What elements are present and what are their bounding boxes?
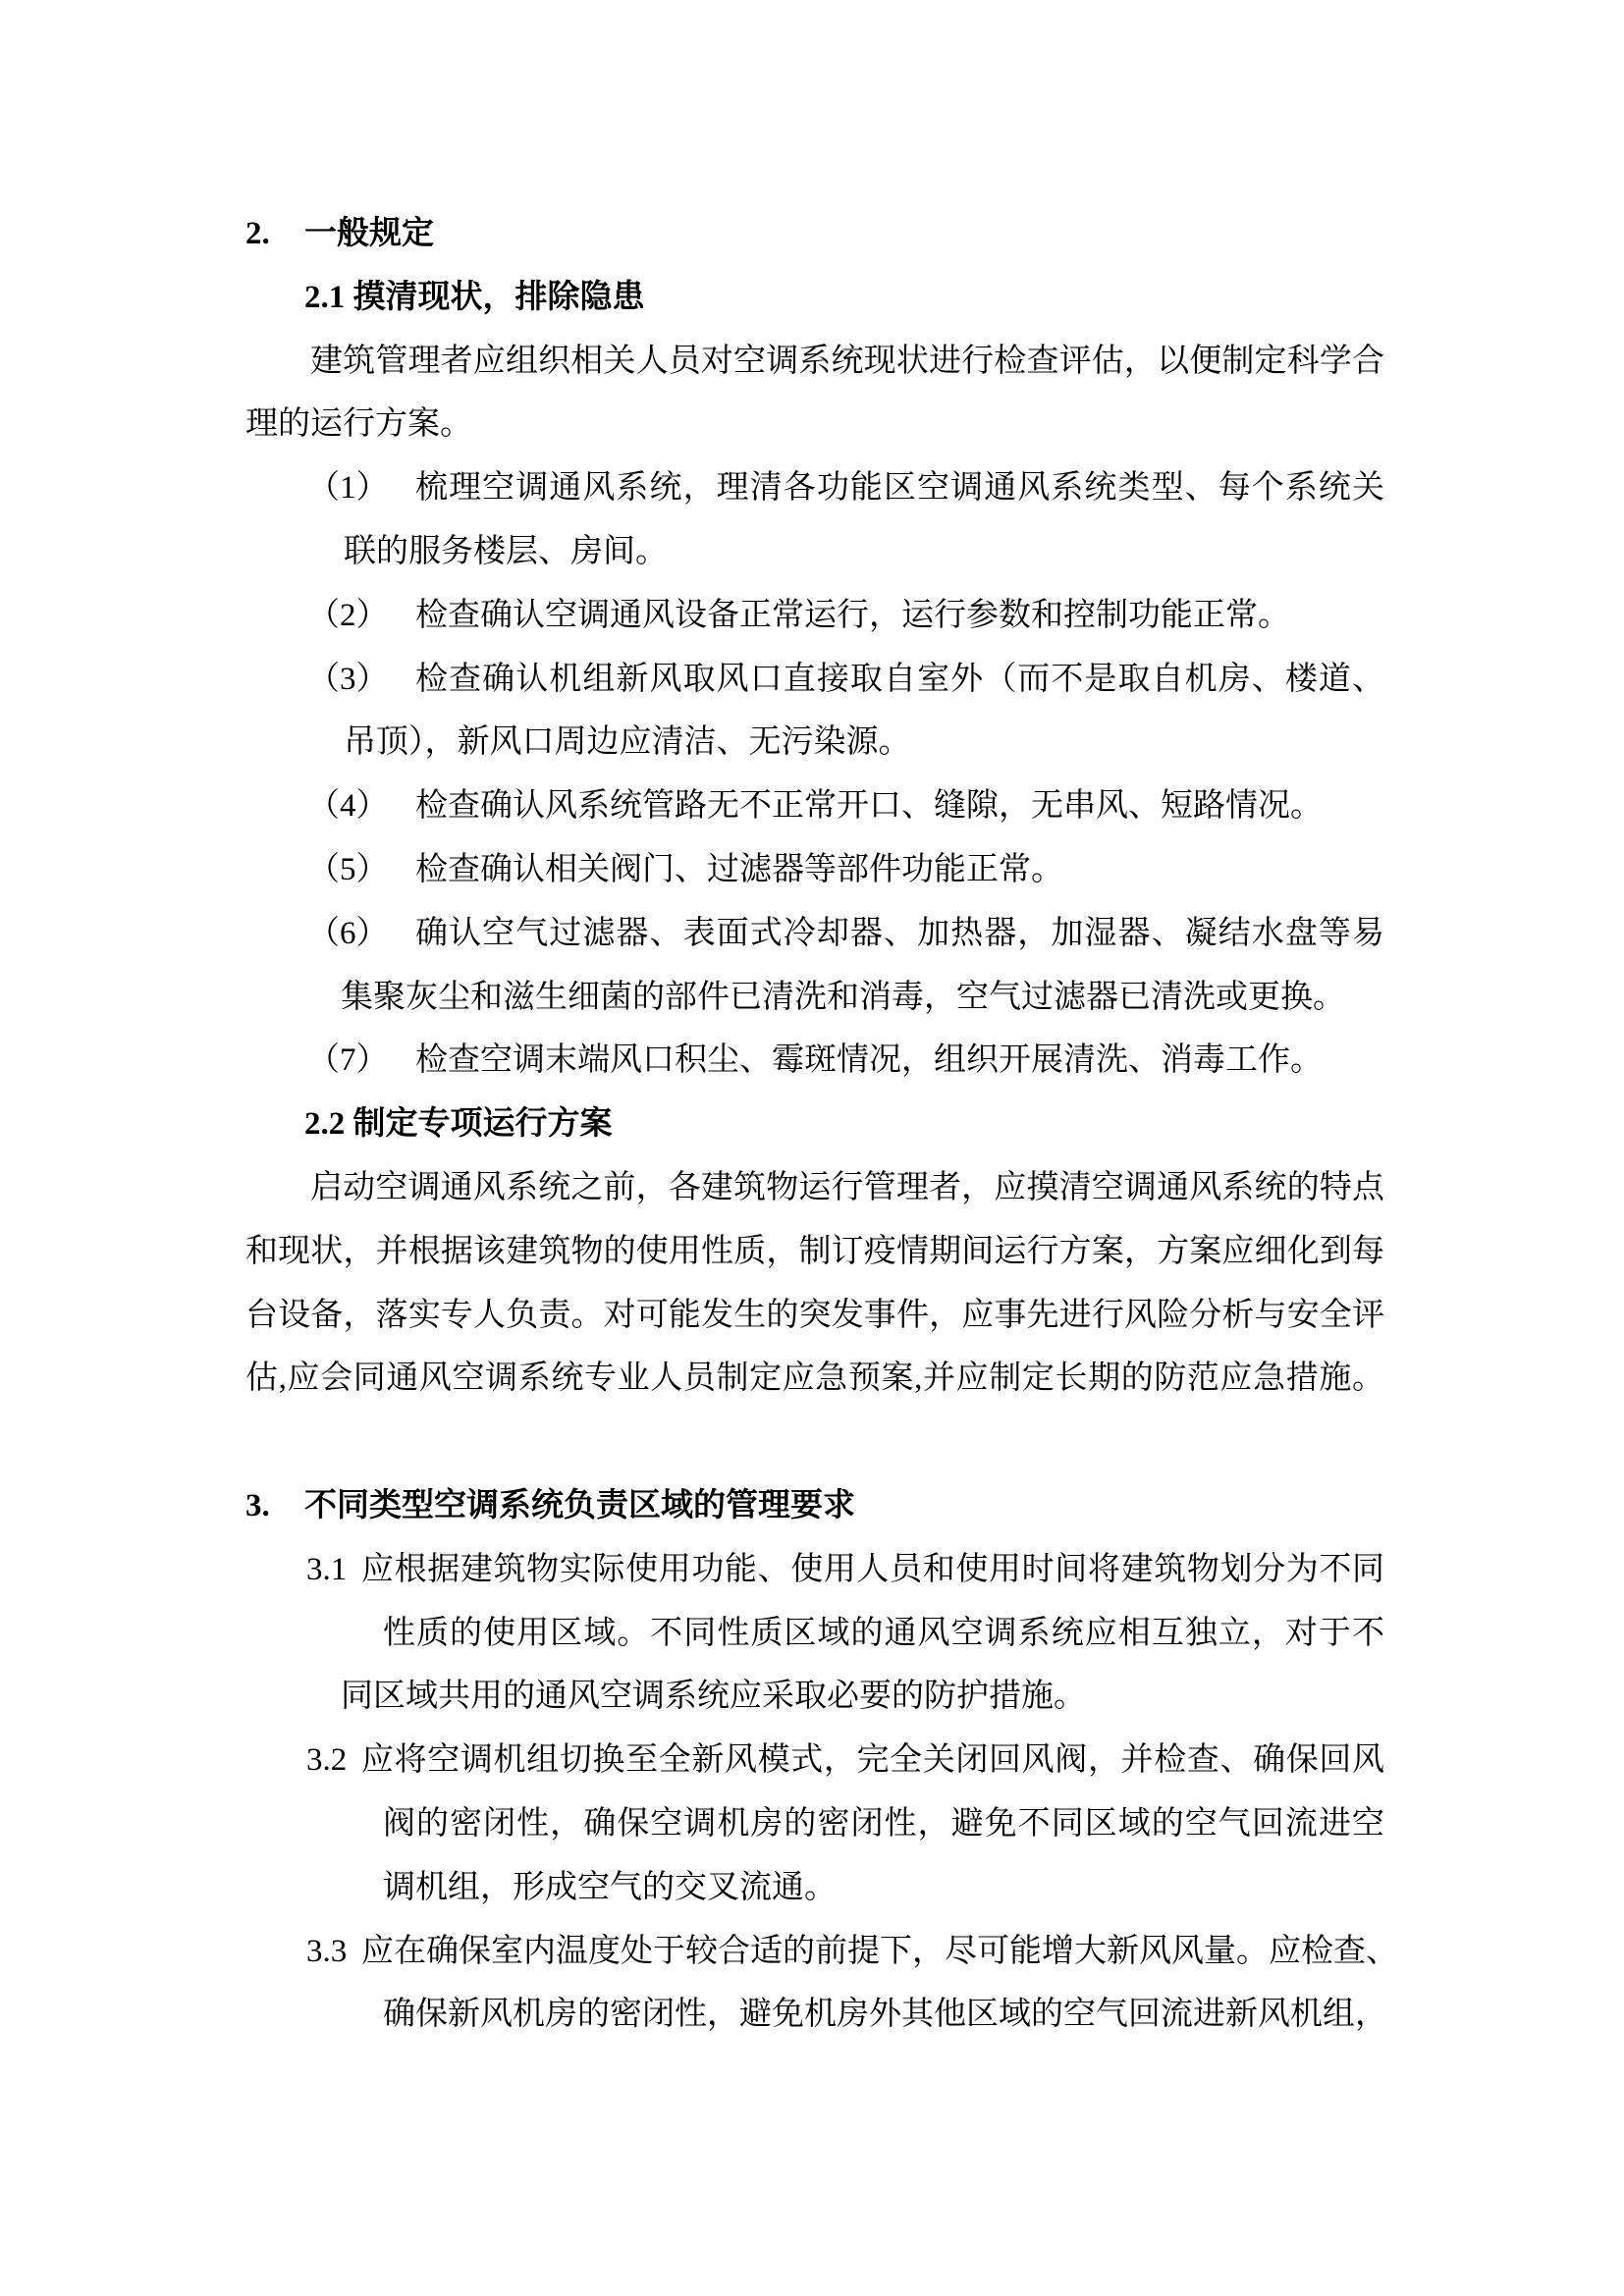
subsection-heading-2-2: 2.2 制定专项运行方案 xyxy=(304,1106,613,1143)
list-item-4 xyxy=(245,774,1384,838)
document-content xyxy=(245,202,1398,2047)
list-marker: （3） xyxy=(307,661,389,697)
paragraph-line: 和现状，并根据该建筑物的使用性质，制订疫情期间运行方案，方案应细化到每 xyxy=(245,1233,1384,1269)
clause-3-2-continuation: 调机组，形成空气的交叉流通。 xyxy=(383,1869,837,1905)
paragraph-line: 建筑管理者应组织相关人员对空调系统现状进行检查评估，以便制定科学合 xyxy=(310,343,1384,379)
list-marker: （4） xyxy=(307,788,389,825)
list-item-3 xyxy=(245,648,1384,712)
paragraph-line: 启动空调通风系统之前，各建筑物运行管理者，应摸清空调通风系统的特点 xyxy=(310,1169,1384,1205)
list-item-7 xyxy=(245,1029,1384,1093)
section-number: 3. xyxy=(245,1487,270,1523)
section-heading-3 xyxy=(245,1474,1384,1538)
clause-3-1-continuation: 同区域共用的通风空调系统应采取必要的防护措施。 xyxy=(341,1679,1086,1715)
clause-3-1 xyxy=(245,1538,1384,1602)
section-title: 一般规定 xyxy=(304,216,434,251)
clause-text: 应根据建筑物实际使用功能、使用人员和使用时间将建筑物划分为不同 xyxy=(361,1551,1384,1587)
list-item-1 xyxy=(245,456,1384,520)
list-text: 检查确认机组新风取风口直接取自室外（而不是取自机房、楼道、 xyxy=(415,661,1384,697)
clause-text: 应在确保室内温度处于较合适的前提下，尽可能增大新风风量。应检查、 xyxy=(361,1933,1398,1969)
clause-text: 应将空调机组切换至全新风模式，完全关闭回风阀，并检查、确保回风 xyxy=(361,1742,1384,1779)
list-text: 检查确认相关阀门、过滤器等部件功能正常。 xyxy=(415,851,1063,887)
clause-3-2 xyxy=(245,1729,1384,1792)
list-marker: （2） xyxy=(307,597,389,633)
subsection-heading-2-1: 2.1 摸清现状，排除隐患 xyxy=(304,279,645,315)
clause-3-3-continuation: 确保新风机房的密闭性，避免机房外其他区域的空气回流进新风机组， xyxy=(383,1997,1387,2033)
section-heading-2 xyxy=(245,202,1384,266)
list-item-1-continuation: 联的服务楼层、房间。 xyxy=(344,533,668,569)
section-title: 不同类型空调系统负责区域的管理要求 xyxy=(304,1487,855,1523)
list-text: 检查确认空调通风设备正常运行，运行参数和控制功能正常。 xyxy=(415,597,1290,633)
paragraph-line: 理的运行方案。 xyxy=(245,406,472,443)
list-marker: （1） xyxy=(307,470,389,507)
list-marker: （6） xyxy=(307,915,389,951)
clause-3-1-continuation: 性质的使用区域。不同性质区域的通风空调系统应相互独立，对于不 xyxy=(383,1615,1384,1651)
paragraph-line: 估,应会同通风空调系统专业人员制定应急预案,并应制定长期的防范应急措施。 xyxy=(245,1361,1384,1397)
clause-3-3 xyxy=(245,1920,1398,1984)
blank-line xyxy=(245,1411,1384,1474)
list-text: 梳理空调通风系统，理清各功能区空调通风系统类型、每个系统关 xyxy=(415,470,1384,507)
clause-number: 3.3 xyxy=(306,1933,348,1969)
list-text: 检查确认风系统管路无不正常开口、缝隙，无串风、短路情况。 xyxy=(415,788,1323,825)
list-item-5 xyxy=(245,838,1384,902)
clause-number: 3.2 xyxy=(306,1742,348,1779)
list-marker: （5） xyxy=(307,851,389,887)
list-item-3-continuation: 吊顶），新风口周边应清洁、无污染源。 xyxy=(344,724,911,761)
paragraph-line: 台设备，落实专人负责。对可能发生的突发事件，应事先进行风险分析与安全评 xyxy=(245,1297,1384,1333)
list-text: 确认空气过滤器、表面式冷却器、加热器，加湿器、凝结水盘等易 xyxy=(415,915,1384,951)
section-number: 2. xyxy=(245,216,270,251)
clause-3-2-continuation: 阀的密闭性，确保空调机房的密闭性，避免不同区域的空气回流进空 xyxy=(383,1805,1384,1842)
list-text: 检查空调末端风口积尘、霉斑情况，组织开展清洗、消毒工作。 xyxy=(415,1042,1323,1079)
list-item-6 xyxy=(245,902,1384,966)
clause-number: 3.1 xyxy=(306,1551,348,1587)
list-item-6-continuation: 集聚灰尘和滋生细菌的部件已清洗和消毒，空气过滤器已清洗或更换。 xyxy=(341,979,1345,1015)
list-marker: （7） xyxy=(307,1042,389,1079)
list-item-2 xyxy=(245,584,1384,648)
